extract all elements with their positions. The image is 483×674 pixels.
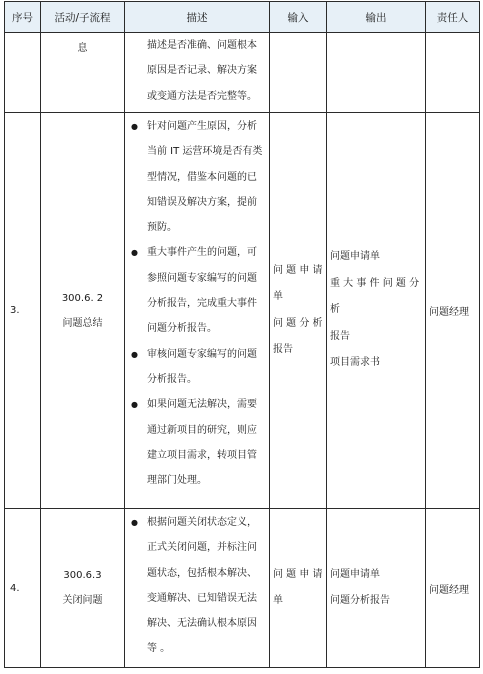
bullet-line: 题状态，包括根本解决、	[147, 567, 257, 579]
header-description: 描述	[125, 2, 270, 33]
description-line: 描述是否准确、问题根本	[147, 40, 257, 51]
output-line: 问题申请单	[330, 251, 380, 263]
cell-owner: 问题经理	[426, 113, 480, 509]
output-line: 问题分析报告	[330, 595, 390, 606]
activity-name: 问题总结	[62, 317, 103, 329]
table-row-continued	[5, 33, 480, 113]
cell-activity	[41, 113, 125, 509]
bullet-line: 正式关闭问题，并标注问	[147, 542, 257, 554]
bullet-line: 重大事件产生的问题，可	[147, 247, 257, 259]
cell-output	[327, 113, 426, 509]
cell-index: 3.	[5, 113, 41, 509]
bullet-icon: ●	[131, 400, 138, 410]
table-row-4	[5, 509, 480, 668]
bullet-line: 建立项目需求，转项目管	[147, 449, 257, 461]
table-row-3	[5, 113, 480, 509]
process-table	[4, 1, 480, 668]
activity-name: 关闭问题	[62, 595, 103, 606]
cell-description	[125, 33, 270, 113]
cell-activity	[41, 33, 125, 113]
cell-owner	[426, 33, 480, 113]
bullet-icon: ●	[131, 248, 138, 258]
activity-code: 300.6.3	[63, 570, 102, 581]
input-line: 问 题 申 请	[273, 568, 323, 580]
header-input: 输入	[270, 2, 327, 33]
input-line: 问 题 申 请	[273, 264, 323, 276]
cell-activity	[41, 509, 125, 668]
input-line: 单	[273, 291, 283, 302]
bullet-icon: ●	[131, 122, 138, 131]
bullet-line: 知错误及解决方案，提前	[147, 196, 257, 208]
output-line: 问题申请单	[330, 568, 380, 580]
list-item	[131, 510, 263, 662]
bullet-line: 变通解决、已知错误无法	[147, 592, 257, 604]
output-line: 项目需求书	[330, 357, 380, 369]
bullet-line: 型情况，借鉴本问题的已	[147, 171, 257, 183]
bullet-line: 分析报告。	[147, 373, 197, 385]
bullet-line: 分析报告，完成重大事件	[147, 298, 257, 310]
header-owner: 责任人	[426, 2, 480, 33]
activity-code: 300.6. 2	[61, 292, 104, 304]
header-activity: 活动/子流程	[41, 2, 125, 33]
bullet-line: 审核问题专家编写的问题	[147, 348, 257, 360]
description-line: 或变通方法是否完整等。	[147, 90, 257, 102]
output-line: 重 大 事 件 问 题 分 析	[330, 277, 420, 316]
cell-index: 4.	[5, 509, 41, 668]
header-output: 输出	[327, 2, 426, 33]
cell-output	[327, 509, 426, 668]
bullet-line: 通过新项目的研究，则应	[147, 424, 257, 436]
header-row	[5, 2, 480, 33]
output-line: 报告	[330, 330, 350, 342]
input-line: 问 题 分 析	[273, 317, 323, 329]
cell-index	[5, 33, 41, 113]
list-item	[131, 342, 263, 393]
list-item	[131, 392, 263, 493]
bullet-line: 等 。	[147, 643, 171, 655]
list-item	[131, 240, 263, 341]
bullet-icon: ●	[131, 518, 138, 527]
cell-output	[327, 33, 426, 113]
activity-continued-text: 息	[77, 43, 88, 54]
header-index: 序号	[5, 2, 41, 33]
bullet-line: 根据问题关闭状态定义，	[147, 517, 257, 528]
cell-owner: 问题经理	[426, 509, 480, 668]
bullet-line: 如果问题无法解决，需要	[147, 399, 257, 411]
bullet-line: 理部门处理。	[147, 475, 207, 487]
bullet-line: 参照问题专家编写的问题	[147, 272, 257, 284]
input-line: 单	[273, 595, 283, 606]
cell-input	[270, 509, 327, 668]
bullet-line: 当前 IT 运营环境是否有类	[147, 146, 263, 158]
bullet-line: 针对问题产生原因，分析	[147, 121, 257, 132]
list-item	[131, 114, 263, 240]
cell-input	[270, 113, 327, 509]
input-line: 报告	[273, 344, 293, 355]
bullet-icon: ●	[131, 349, 138, 359]
description-line: 原因是否记录、解决方案	[147, 65, 257, 77]
cell-description	[125, 509, 270, 668]
bullet-line: 预防。	[147, 222, 177, 234]
cell-description	[125, 113, 270, 509]
bullet-line: 解决、无法确认根本原因	[147, 618, 257, 630]
cell-input	[270, 33, 327, 113]
bullet-line: 问题分析报告。	[147, 323, 217, 335]
